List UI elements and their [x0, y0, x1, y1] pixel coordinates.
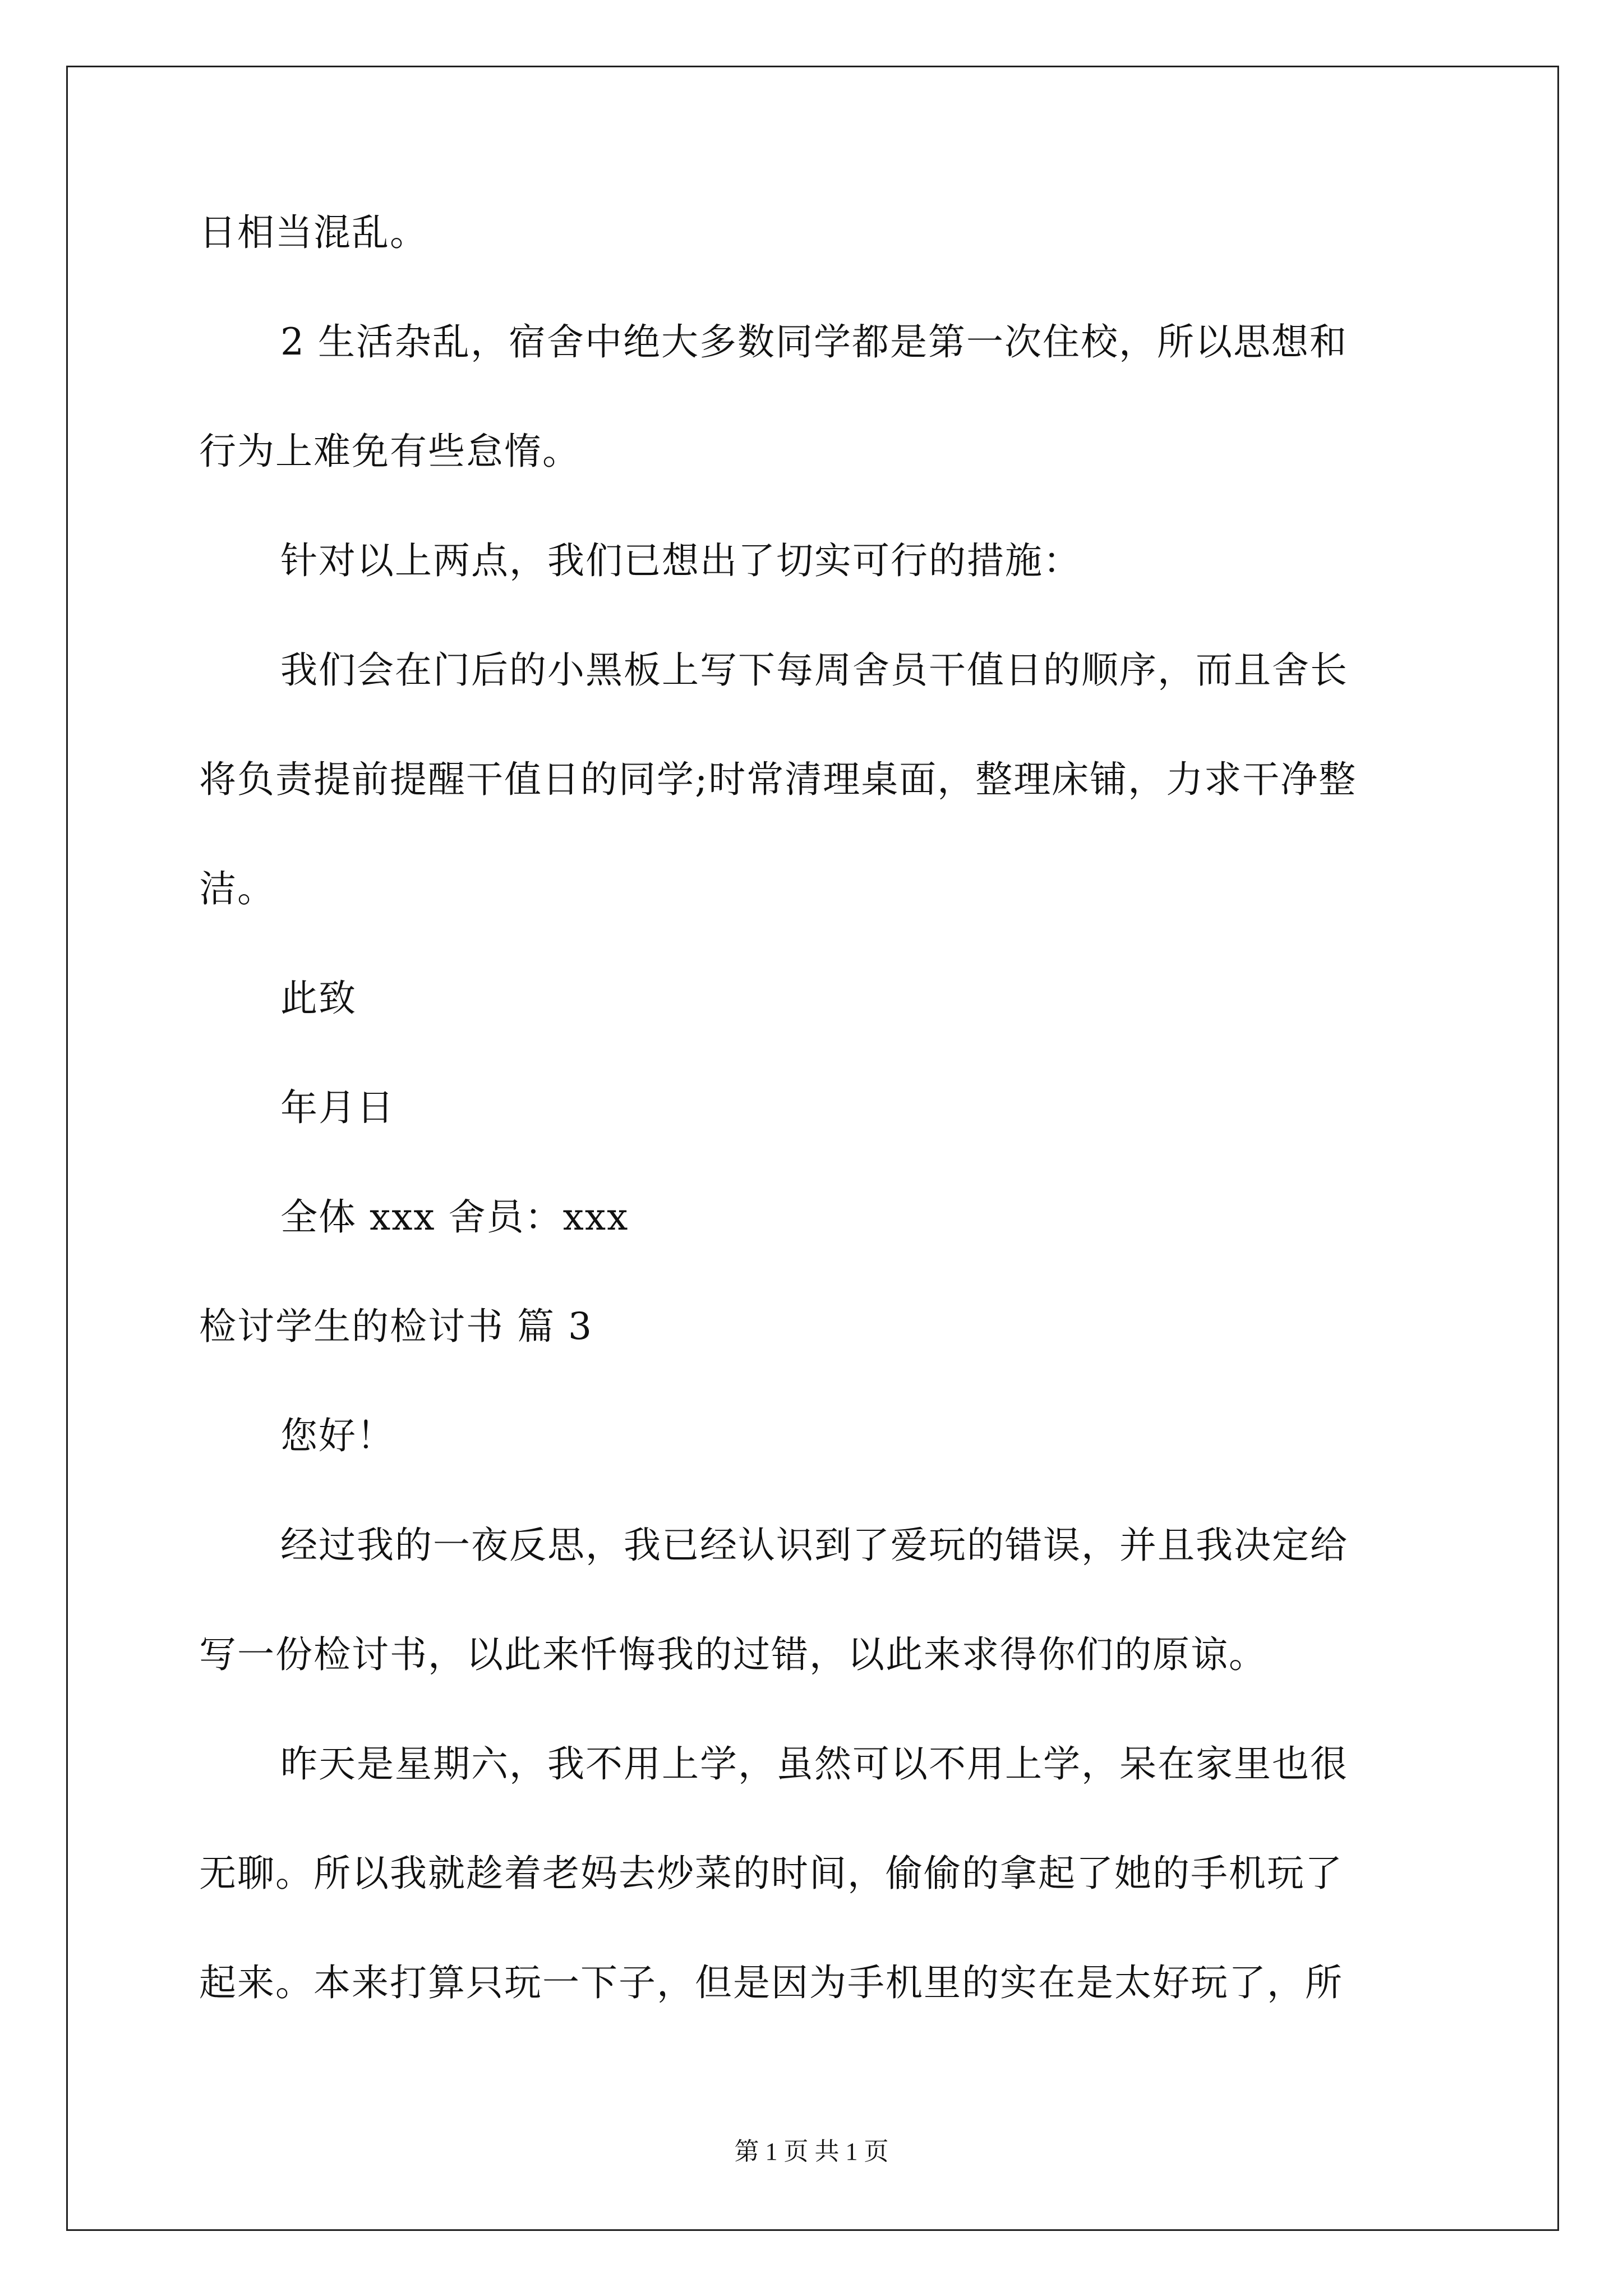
- text-line: 经过我的一夜反思，我已经认识到了爱玩的错误，并且我决定给: [280, 1524, 1348, 1567]
- page-border: [66, 66, 1559, 2231]
- text-line: 针对以上两点，我们已想出了切实可行的措施：: [280, 539, 1081, 582]
- text-line: 无聊。所以我就趁着老妈去炒菜的时间，偷偷的拿起了她的手机玩了: [199, 1852, 1343, 1895]
- text-line: 年月日: [280, 1086, 395, 1129]
- page-footer: 第 1 页 共 1 页: [734, 2138, 889, 2165]
- text-line: 此致: [280, 977, 357, 1020]
- text-line: 昨天是星期六，我不用上学，虽然可以不用上学，呆在家里也很: [280, 1742, 1348, 1786]
- text-line: 您好！: [280, 1414, 395, 1457]
- text-line: 起来。本来打算只玩一下子，但是因为手机里的实在是太好玩了，所: [199, 1961, 1343, 2004]
- section-heading: 检讨学生的检讨书 篇 3: [199, 1305, 593, 1348]
- text-line: 全体 xxx 舍员：xxx: [280, 1195, 629, 1239]
- text-line: 将负责提前提醒干值日的同学;时常清理桌面，整理床铺，力求干净整: [199, 758, 1357, 801]
- text-line: 我们会在门后的小黑板上写下每周舍员干值日的顺序，而且舍长: [280, 648, 1348, 692]
- text-line: 洁。: [199, 867, 275, 910]
- text-line: 日相当混乱。: [199, 211, 428, 254]
- text-line: 写一份检讨书，以此来忏悔我的过错，以此来求得你们的原谅。: [199, 1633, 1267, 1676]
- text-line: 2 生活杂乱，宿舍中绝大多数同学都是第一次住校，所以思想和: [280, 320, 1348, 364]
- text-line: 行为上难免有些怠惰。: [199, 430, 580, 473]
